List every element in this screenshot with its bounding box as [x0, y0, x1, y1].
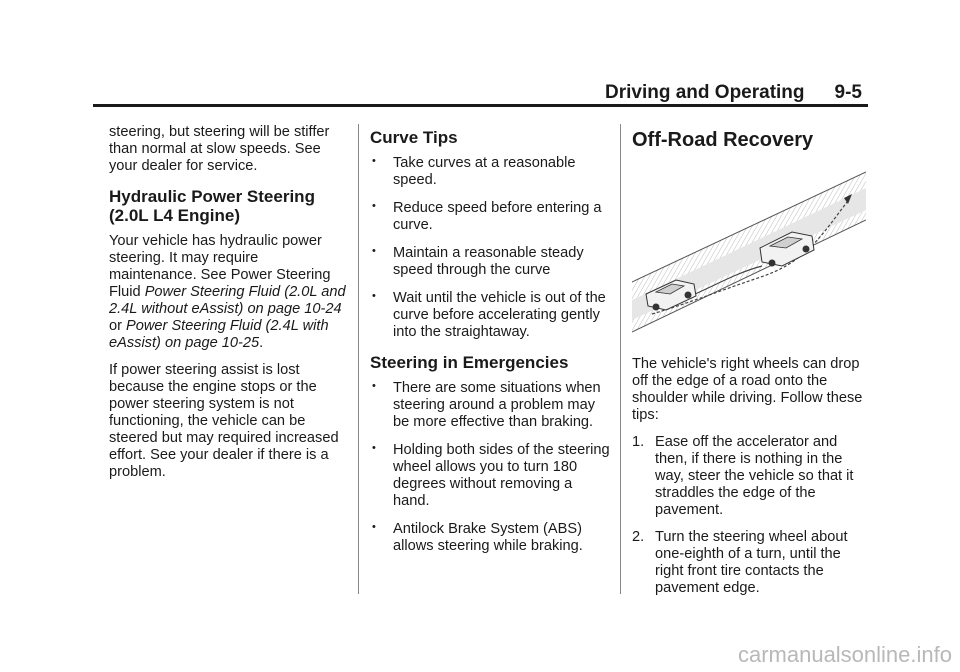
list-item-text: Take curves at a reasonable speed. — [393, 155, 576, 188]
list-item — [370, 245, 610, 279]
bullet-icon: • — [372, 245, 376, 257]
section-title-emergencies: Steering in Emergencies — [370, 353, 569, 372]
list-item — [370, 380, 610, 431]
section-title-off-road: Off-Road Recovery — [632, 129, 814, 151]
list-item — [370, 521, 610, 555]
list-item — [370, 200, 610, 234]
watermark: carmanualsonline.info — [737, 642, 952, 667]
header-rule — [93, 104, 868, 107]
list-item — [632, 529, 867, 597]
off-road-intro: The vehicle's right wheels can drop off the edge of a road onto the shoulder while driving. Follow these tips: — [632, 356, 863, 423]
cross-reference-link[interactable]: Power Steering Fluid (2.0L and 2.4L without eAssist) on page 10-24 — [109, 284, 346, 317]
bullet-icon: • — [372, 155, 376, 167]
recovery-steps-list — [632, 434, 867, 597]
off-road-recovery-illustration — [632, 162, 866, 342]
bullet-icon: • — [372, 521, 376, 533]
column-middle — [370, 124, 610, 566]
text-span: Your vehicle has hydraulic power steering. It may require maintenance. See Power Steering Fluid — [109, 233, 331, 300]
bullet-icon: • — [372, 200, 376, 212]
emergency-tips-list — [370, 380, 610, 555]
text-span: or — [109, 318, 127, 334]
header-title: Driving and Operating — [605, 82, 805, 103]
step-number: 2. — [632, 529, 645, 545]
bullet-icon: • — [372, 290, 376, 302]
page-header — [605, 82, 862, 104]
list-item-text: There are some situations when steering around a problem may be more effective than braking. — [393, 380, 601, 430]
list-item-text: Wait until the vehicle is out of the curve before accelerating gently into the straightaway. — [393, 290, 606, 340]
list-item — [370, 290, 610, 341]
bullet-icon: • — [372, 442, 376, 454]
list-item-text: Antilock Brake System (ABS) allows steering while braking. — [393, 521, 583, 554]
list-item — [370, 155, 610, 189]
list-item-text: Holding both sides of the steering wheel allows you to turn 180 degrees without removing a hand. — [393, 442, 610, 509]
list-item-text: Maintain a reasonable steady speed through the curve — [393, 245, 584, 278]
section-title-hydraulic: Hydraulic Power Steering (2.0L L4 Engine) — [109, 187, 315, 225]
cross-reference-link[interactable]: Power Steering Fluid (2.4L with eAssist) on page 10-25 — [109, 318, 329, 351]
bullet-icon: • — [372, 380, 376, 392]
column-right — [632, 124, 867, 607]
text-span: . — [259, 335, 264, 351]
step-number: 1. — [632, 434, 645, 450]
list-item — [370, 442, 610, 510]
step-text: Turn the steering wheel about one-eighth of a turn, until the right front tire contacts the pavement edge. — [655, 529, 848, 596]
hydraulic-paragraph — [109, 233, 347, 352]
column-left — [109, 124, 347, 491]
column-divider — [620, 124, 621, 594]
column-divider — [358, 124, 359, 594]
page-number: 9-5 — [834, 82, 862, 103]
curve-tips-list — [370, 155, 610, 341]
list-item — [632, 434, 867, 519]
section-title-curve-tips: Curve Tips — [370, 128, 458, 147]
intro-paragraph: steering, but steering will be stiffer than normal at slow speeds. See your dealer for service. — [109, 124, 330, 174]
list-item-text: Reduce speed before entering a curve. — [393, 200, 602, 233]
assist-lost-paragraph: If power steering assist is lost because the engine stops or the power steering system is not functioning, the vehicle can be steered but may required increased effort. See your dealer if there is a problem. — [109, 362, 339, 480]
step-text: Ease off the accelerator and then, if there is nothing in the way, steer the vehicle so that it straddles the edge of the pavement. — [655, 434, 854, 518]
